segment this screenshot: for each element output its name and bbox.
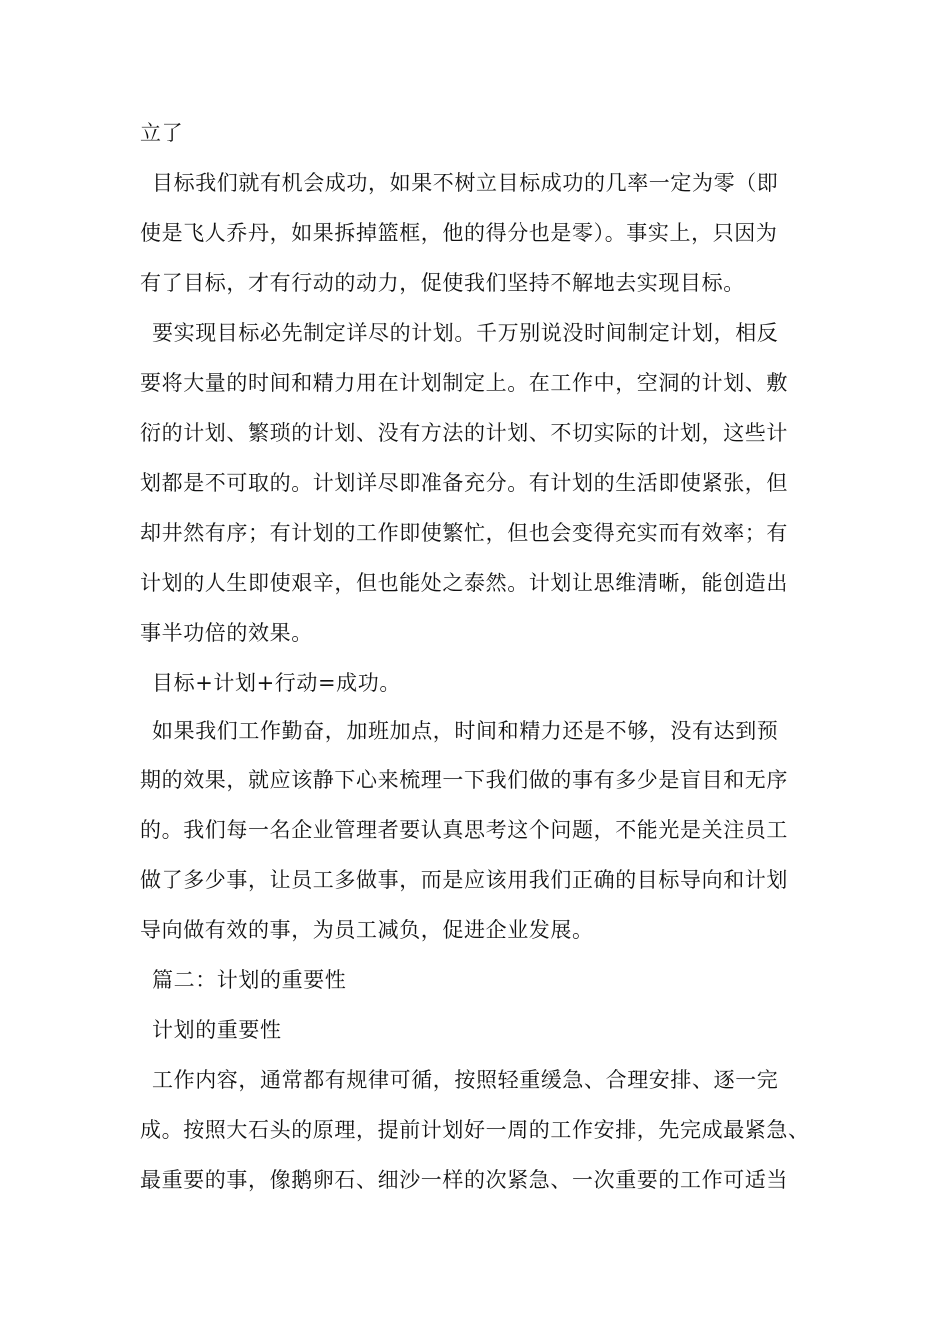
text-line: 划都是不可取的。计划详尽即准备充分。有计划的生活即使紧张，但	[140, 471, 788, 495]
text-line: 要将大量的时间和精力用在计划制定上。在工作中，空洞的计划、敷	[140, 371, 788, 395]
paragraph-start-line: 工作内容，通常都有规律可循，按照轻重缓急、合理安排、逐一完	[152, 1068, 779, 1092]
text-line: 衍的计划、繁琐的计划、没有方法的计划、不切实际的计划，这些计	[140, 421, 788, 445]
subheading: 计划的重要性	[152, 1018, 282, 1042]
text-line: 立了	[140, 121, 184, 145]
text-line: 却井然有序；有计划的工作即使繁忙，但也会变得充实而有效率；有	[140, 521, 788, 545]
text-line: 做了多少事，让员工多做事，而是应该用我们正确的目标导向和计划	[140, 868, 788, 892]
paragraph-start-line: 要实现目标必先制定详尽的计划。千万别说没时间制定计划，相反	[152, 321, 779, 345]
text-line: 期的效果，就应该静下心来梳理一下我们做的事有多少是盲目和无序	[140, 768, 788, 792]
paragraph-start-line: 目标我们就有机会成功，如果不树立目标成功的几率一定为零（即	[152, 171, 779, 195]
formula-line: 目标+计划+行动=成功。	[152, 671, 401, 695]
text-line: 事半功倍的效果。	[140, 621, 313, 645]
text-line: 成。按照大石头的原理，提前计划好一周的工作安排，先完成最紧急、	[140, 1118, 810, 1142]
text-line: 最重要的事，像鹅卵石、细沙一样的次紧急、一次重要的工作可适当	[140, 1168, 788, 1192]
text-line: 导向做有效的事，为员工减负，促进企业发展。	[140, 918, 594, 942]
text-line: 使是飞人乔丹，如果拆掉篮框，他的得分也是零）。事实上，只因为	[140, 221, 778, 245]
paragraph-start-line: 如果我们工作勤奋，加班加点，时间和精力还是不够，没有达到预	[152, 719, 779, 743]
text-line: 计划的人生即使艰辛，但也能处之泰然。计划让思维清晰，能创造出	[140, 571, 788, 595]
text-line: 的。我们每一名企业管理者要认真思考这个问题，不能光是关注员工	[140, 818, 788, 842]
text-line: 有了目标，才有行动的动力，促使我们坚持不解地去实现目标。	[140, 271, 745, 295]
section-heading: 篇二：计划的重要性	[152, 968, 347, 992]
